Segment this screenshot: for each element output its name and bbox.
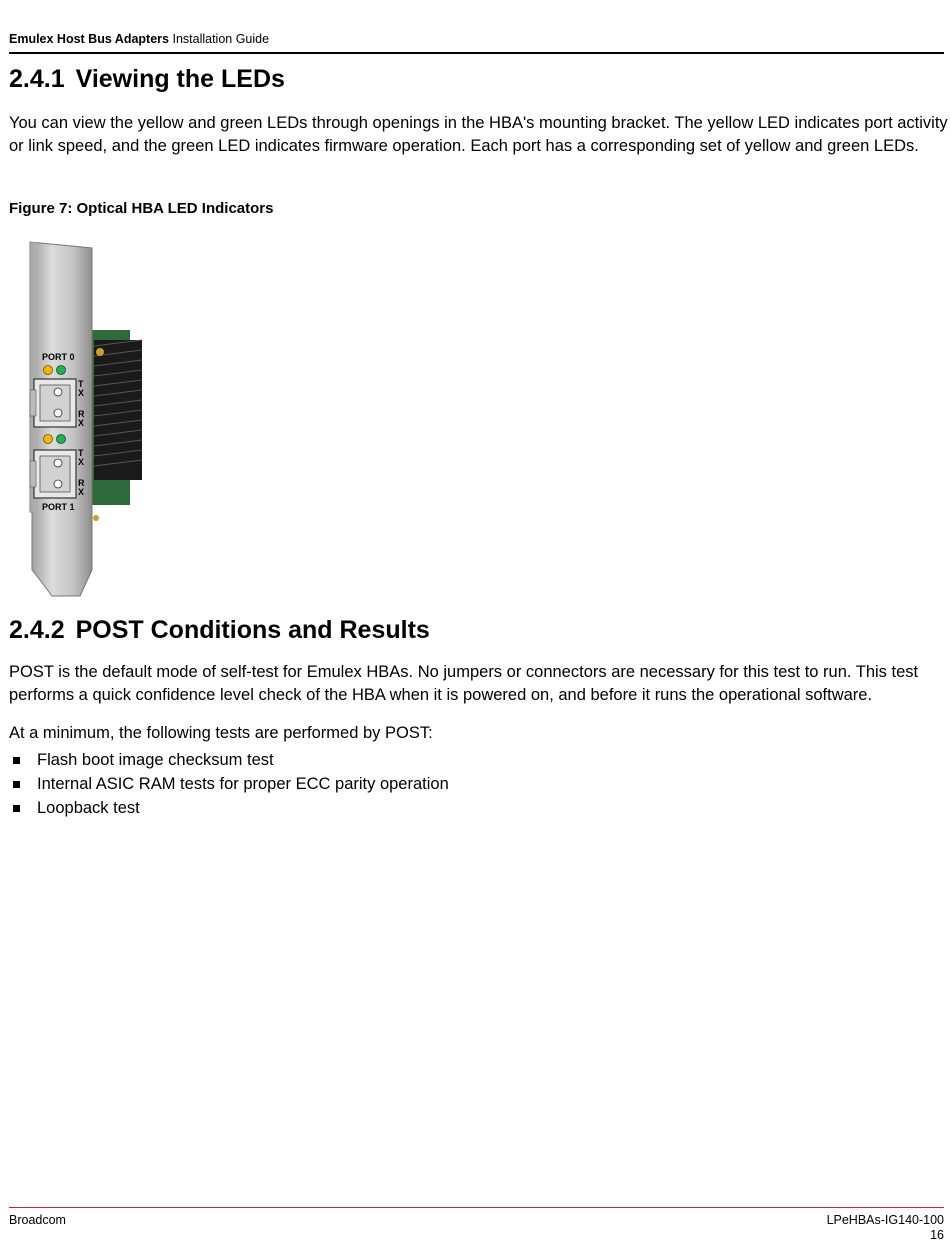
port0-yellow-led-icon	[44, 366, 53, 375]
tx-letter: T	[78, 448, 84, 458]
port0-rx-label	[78, 409, 85, 428]
figure-caption: Figure 7: Optical HBA LED Indicators	[9, 200, 274, 217]
list-item	[9, 748, 449, 772]
section-title: Viewing the LEDs	[75, 65, 285, 93]
list-item-text: Internal ASIC RAM tests for proper ECC parity operation	[37, 775, 449, 793]
port0-green-led-icon	[57, 366, 66, 375]
rx-letter: X	[78, 418, 85, 428]
section-body-viewing-leds: You can view the yellow and green LEDs through openings in the HBA's mounting bracket. The yellow LED indicates port activity or link speed, and the green LED indicates firmware operation. Each port has a corresponding set of yellow and green LEDs.	[9, 114, 948, 155]
section-title: POST Conditions and Results	[75, 616, 430, 644]
port0-tx-label	[78, 379, 84, 398]
bullet-square-icon	[13, 805, 20, 812]
heatsink	[94, 340, 142, 480]
port1-green-led-icon	[57, 435, 66, 444]
footer-company: Broadcom	[9, 1213, 66, 1227]
list-item-text: Flash boot image checksum test	[37, 751, 274, 769]
port1-label: PORT 1	[42, 502, 75, 512]
tx-letter: X	[78, 457, 85, 467]
section-body-post-intro: At a minimum, the following tests are performed by POST:	[9, 724, 433, 742]
header-product: Emulex Host Bus Adapters	[9, 32, 169, 46]
port1-tx-label	[78, 448, 84, 467]
bracket-screw-icon	[93, 515, 99, 521]
port0-transceiver	[30, 379, 76, 427]
post-test-list	[9, 748, 449, 820]
section-heading-viewing-leds	[9, 64, 285, 94]
rx-letter: R	[78, 478, 85, 488]
footer-right	[827, 1213, 944, 1243]
section-body-post: POST is the default mode of self-test for Emulex HBAs. No jumpers or connectors are necessary for this test to run. This test performs a quick confidence level check of the HBA when it is powered on, and before it runs the operational software.	[9, 663, 919, 704]
port1-yellow-led-icon	[44, 435, 53, 444]
list-item-text: Loopback test	[37, 799, 140, 817]
footer-page-number: 16	[930, 1228, 944, 1242]
tx-letter: X	[78, 388, 85, 398]
footer-doc-id: LPeHBAs-IG140-100	[826, 1213, 944, 1227]
hba-led-figure	[10, 240, 150, 600]
port1-rx-label	[78, 478, 85, 497]
header-doc-type: Installation Guide	[169, 32, 270, 46]
list-item	[9, 796, 449, 820]
port1-transceiver	[30, 450, 76, 498]
footer-divider	[9, 1207, 944, 1208]
bullet-square-icon	[13, 781, 20, 788]
list-item	[9, 772, 449, 796]
section-number: 2.4.1	[9, 65, 65, 93]
header-divider	[9, 52, 944, 54]
bullet-square-icon	[13, 757, 20, 764]
port0-label: PORT 0	[42, 352, 75, 362]
rx-letter: X	[78, 487, 85, 497]
tx-letter: T	[78, 379, 84, 389]
rx-letter: R	[78, 409, 85, 419]
section-number: 2.4.2	[9, 616, 65, 644]
section-heading-post	[9, 615, 430, 645]
page-header	[9, 31, 944, 47]
